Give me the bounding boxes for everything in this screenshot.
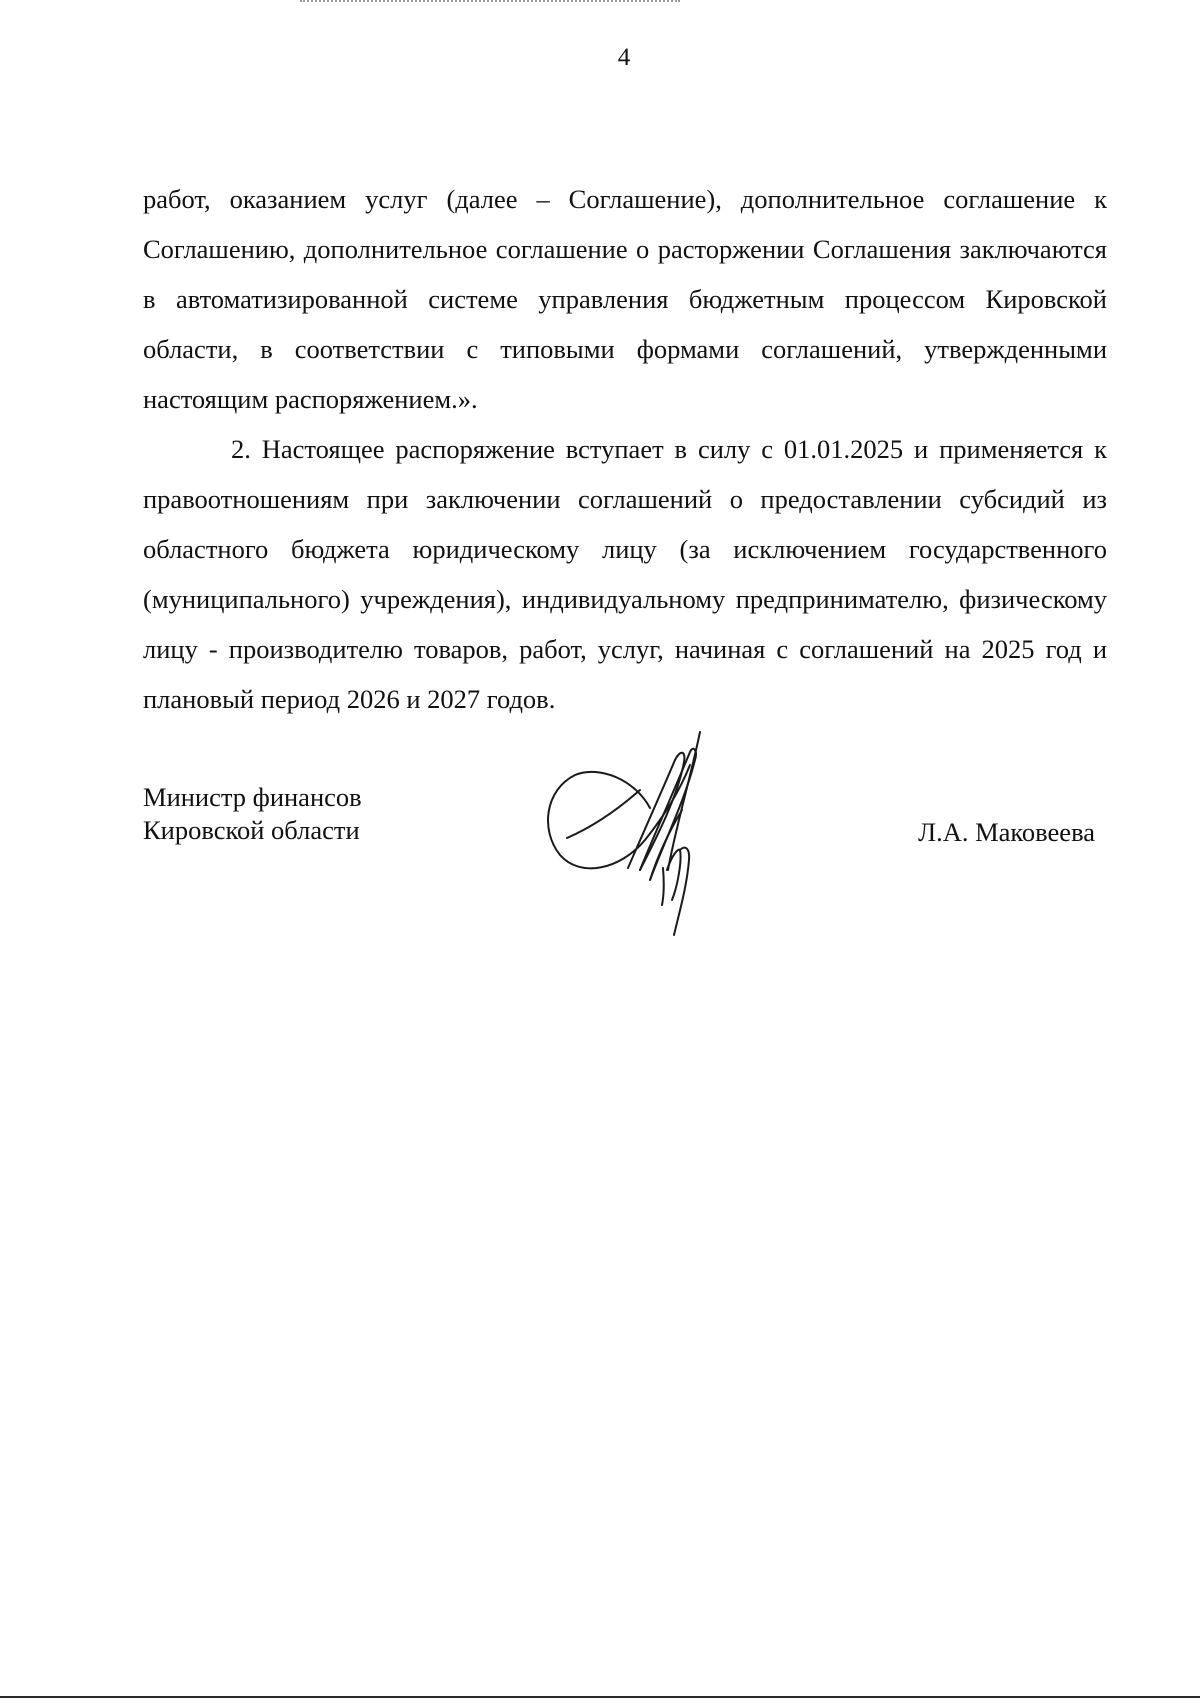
- paragraph-effective-date: 2. Настоящее распоряжение вступает в силу с 01.01.2025 и применяется к правоотношениям при заключении соглашений о предоставлении субсидий из областного бюджета юридическому лицу (за исключением государственного (муниципального) учреждения), индивидуальному предпринимателю, физическому лицу - производителю товаров, работ, услуг, начиная с соглашений на 2025 год и плановый период 2026 и 2027 годов.: [143, 434, 1107, 714]
- signatory-name: Л.А. Маковеева: [918, 817, 1095, 847]
- document-body: [143, 174, 1107, 724]
- signatory-title: [143, 781, 362, 847]
- signatory-title-line-2: Кировской области: [143, 815, 360, 845]
- paragraph-continuation: работ, оказанием услуг (далее – Соглашение), дополнительное соглашение к Соглашению, дополнительное соглашение о расторжении Соглашения заключаются в автоматизированной системе управления бюджетным процессом Кировской области, в соответствии с типовыми формами соглашений, утвержденными настоящим распоряжением.».: [143, 184, 1107, 414]
- signatory-title-line-1: Министр финансов: [143, 782, 362, 812]
- handwritten-signature: [540, 720, 740, 940]
- page-number: 4: [617, 44, 631, 71]
- scan-artifact-bottom: [0, 1696, 1200, 1698]
- scan-artifact-top: [300, 0, 680, 5]
